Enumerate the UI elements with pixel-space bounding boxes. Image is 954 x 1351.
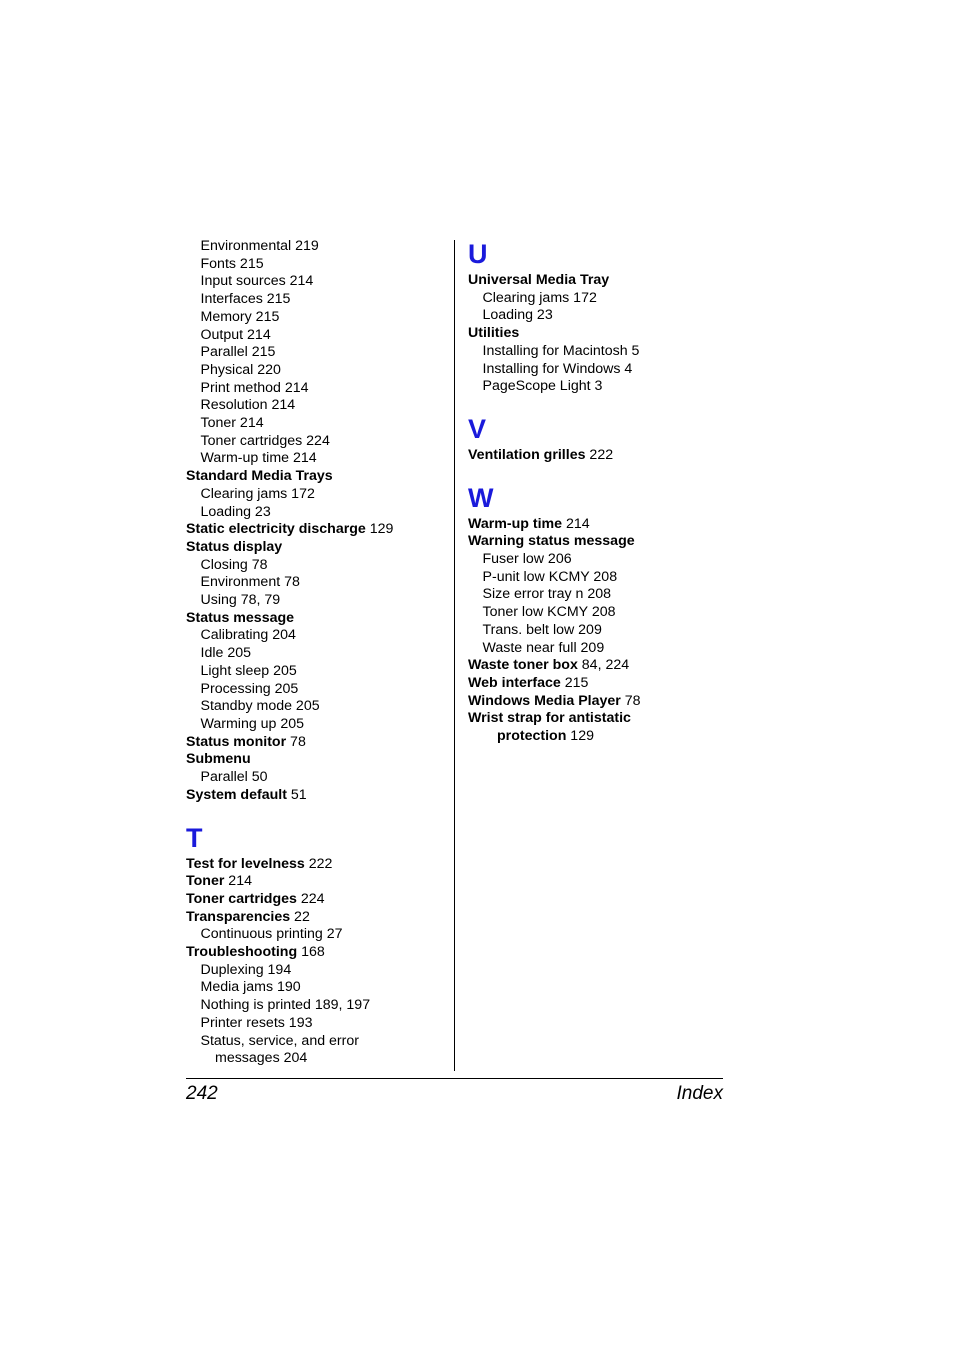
index-subentry [186,344,448,362]
index-entry [468,272,728,290]
index-subentry [186,327,448,345]
section-letter: T [186,822,203,853]
entry-pages: Standby mode 205 [200,698,320,715]
index-subentry [186,698,448,716]
index-entry [186,610,448,628]
footer-rule [186,1078,723,1079]
entry-pages: 215 [560,674,589,691]
entry-term: Warning status message [468,533,635,550]
entry-pages: Input sources 214 [200,273,314,290]
index-entry [468,533,728,551]
entry-pages: 78 [286,733,306,750]
index-column-left [186,238,448,1068]
entry-pages: Clearing jams 172 [200,485,315,502]
index-subentry [468,586,728,604]
entry-pages: Environmental 219 [200,238,319,254]
index-subentry [186,926,448,944]
entry-pages: Clearing jams 172 [482,289,597,306]
index-subentry [186,433,448,451]
index-column-right [468,238,728,746]
entry-pages: Using 78, 79 [200,592,281,609]
entry-pages: Trans. belt low 209 [482,621,602,638]
entry-pages: Resolution 214 [200,397,296,414]
section-title: Index [676,1083,723,1104]
entry-pages: 168 [297,944,325,961]
entry-pages: Installing for Macintosh 5 [482,342,640,359]
entry-term: Submenu [186,751,251,768]
column-divider [454,240,455,1071]
entry-pages: messages 204 [215,1050,308,1067]
entry-pages: Toner low KCMY 208 [482,604,616,621]
index-entry [186,873,448,891]
index-entry [186,521,448,539]
index-subentry [186,256,448,274]
index-subentry [468,551,728,569]
index-subentry [186,238,448,256]
index-subentry [468,290,728,308]
index-subentry [186,979,448,997]
entry-term: Static electricity discharge [186,521,366,538]
index-subentry [186,962,448,980]
entry-term: protection [497,728,567,745]
entry-pages: 222 [304,855,333,872]
index-entry [186,539,448,557]
index-subentry [186,592,448,610]
entry-term: Utilities [468,325,520,342]
index-subentry [186,1033,448,1051]
index-subentry [468,640,728,658]
index-subentry [468,604,728,622]
entry-pages: Installing for Windows 4 [482,360,633,377]
entry-pages: P-unit low KCMY 208 [482,568,618,585]
index-subentry [186,362,448,380]
entry-pages: Light sleep 205 [200,662,297,679]
index-entry [468,325,728,343]
entry-pages: Physical 220 [200,361,281,378]
entry-pages: Size error tray n 208 [482,586,612,603]
entry-pages: Memory 215 [200,308,280,325]
index-subentry [186,380,448,398]
entry-pages: Waste near full 209 [482,639,605,656]
index-entry [186,734,448,752]
index-entry [468,710,728,728]
index-subentry [468,569,728,587]
index-subentry [186,627,448,645]
entry-pages: Idle 205 [200,645,251,662]
index-entry [186,787,448,805]
entry-term: Status display [186,538,283,555]
index-subentry [186,309,448,327]
index-entry [468,447,728,465]
entry-pages: Fonts 215 [200,255,264,272]
entry-pages: Toner cartridges 224 [200,432,330,449]
entry-pages: Calibrating 204 [200,627,296,644]
index-subentry [186,504,448,522]
index-entry [186,909,448,927]
index-subentry [186,397,448,415]
index-subentry [186,574,448,592]
index-subentry [186,1015,448,1033]
section-letter: W [468,482,494,513]
index-subentry [468,361,728,379]
index-subentry [186,557,448,575]
entry-pages: 84, 224 [577,657,630,674]
entry-term: Warm-up time [468,515,563,532]
index-entry [186,751,448,769]
entry-term: Standard Media Trays [186,468,333,485]
entry-pages: Fuser low 206 [482,551,572,568]
index-entry [186,856,448,874]
index-subentry [468,728,728,746]
entry-pages: Print method 214 [200,379,309,396]
entry-term: Test for levelness [186,855,305,872]
index-entry [468,675,728,693]
entry-term: Wrist strap for antistatic [468,710,631,727]
index-subentry [468,622,728,640]
entry-term: Toner cartridges [186,890,297,907]
index-entry [468,693,728,711]
entry-pages: Nothing is printed 189, 197 [200,997,371,1014]
index-entry [468,516,728,534]
index-subentry [186,997,448,1015]
index-subentry [186,645,448,663]
index-entry [186,468,448,486]
entry-term: Status monitor [186,733,287,750]
entry-term: System default [186,786,287,803]
entry-pages: 129 [365,521,394,538]
entry-pages: Closing 78 [200,556,268,573]
entry-term: Toner [186,873,225,890]
index-subentry [186,1050,448,1068]
index-subentry [186,415,448,433]
entry-pages: Interfaces 215 [200,291,291,308]
index-entry [468,657,728,675]
entry-pages: 51 [286,786,307,803]
index-subentry [468,343,728,361]
entry-pages: 224 [296,890,325,907]
index-subentry [186,769,448,787]
index-entry [186,944,448,962]
entry-pages: Status, service, and error [200,1032,359,1049]
entry-pages: Toner 214 [200,415,264,432]
index-subentry [468,378,728,396]
entry-pages: 214 [224,873,252,890]
index-subentry [186,486,448,504]
index-entry [186,891,448,909]
entry-pages: 222 [585,446,614,463]
index-subentry [186,450,448,468]
entry-term: Web interface [468,674,561,691]
entry-pages: 22 [290,908,310,925]
entry-pages: Printer resets 193 [200,1014,313,1031]
entry-term: Troubleshooting [186,944,298,961]
entry-pages: 78 [620,692,641,709]
entry-term: Universal Media Tray [468,272,610,288]
index-subentry [186,663,448,681]
entry-pages: Parallel 50 [200,769,268,786]
entry-pages: Loading 23 [482,307,553,324]
entry-pages: Output 214 [200,326,271,343]
entry-pages: Loading 23 [200,503,271,520]
index-subentry [186,681,448,699]
entry-term: Ventilation grilles [468,446,586,463]
entry-pages: PageScope Light 3 [482,378,603,395]
entry-term: Windows Media Player [468,692,621,709]
index-subentry [186,273,448,291]
entry-pages: Continuous printing 27 [200,926,343,943]
index-subentry [186,716,448,734]
entry-pages: Processing 205 [200,680,299,697]
entry-pages: 129 [566,728,594,745]
page-number: 242 [186,1083,218,1104]
index-subentry [468,307,728,325]
entry-pages: Environment 78 [200,574,300,591]
entry-pages: Warming up 205 [200,715,305,732]
entry-term: Status message [186,609,295,626]
section-letter: V [468,413,487,444]
entry-pages: Duplexing 194 [200,961,292,978]
entry-term: Waste toner box [468,657,578,674]
entry-pages: Warm-up time 214 [200,450,317,467]
entry-pages: Parallel 215 [200,344,276,361]
entry-term: Transparencies [186,908,291,925]
entry-pages: Media jams 190 [200,979,301,996]
section-letter: U [468,239,488,269]
entry-pages: 214 [562,515,590,532]
index-subentry [186,291,448,309]
